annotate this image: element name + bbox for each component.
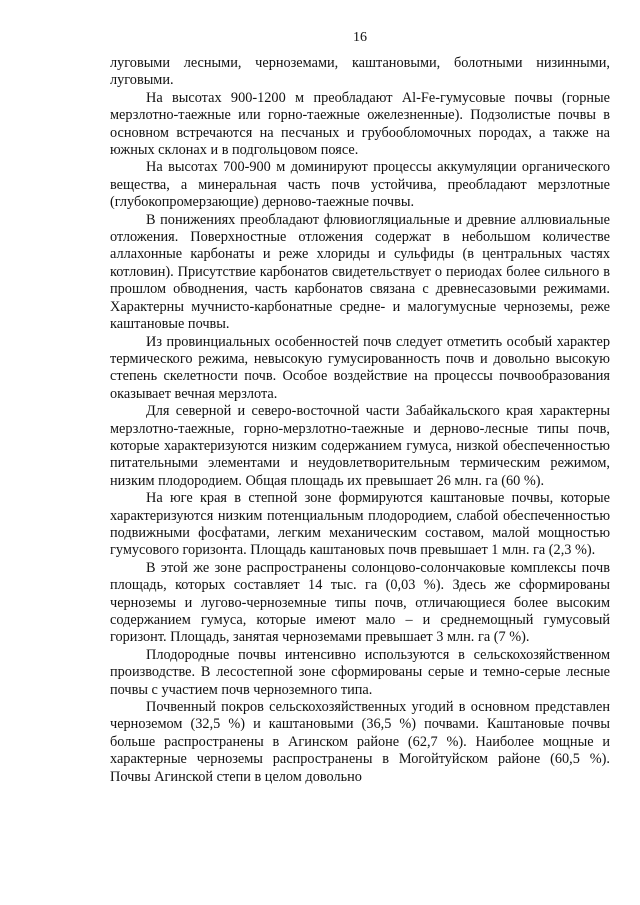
paragraph-continuation: луговыми лесными, черноземами, каштановыми, болотными низинными, луговыми.	[110, 55, 610, 89]
paragraph: На высотах 900-1200 м преобладают Al-Fe-гумусовые почвы (горные мерзлотно-таежные или горно-таежные ожелезненные). Подзолистые почвы в основном встречаются на песчаных и грубообломочных породах, а также на южных склонах и в подгольцовом поясе.	[110, 89, 610, 159]
paragraph: Почвенный покров сельскохозяйственных угодий в основном представлен черноземом (32,5 %) и каштановыми (36,5 %) почвами. Каштановые почвы больше распространены в Агинском районе (62,7 %). Наиболее мощные и характерные черноземы распространены в Могойтуйском районе (60,5 %). Почвы Агинской степи в целом довольно	[110, 699, 610, 785]
paragraph: Плодородные почвы интенсивно используются в сельскохозяйственном производстве. В лесостепной зоне сформированы серые и темно-серые лесные почвы с участием почв черноземного типа.	[110, 646, 610, 698]
page-number: 16	[353, 30, 367, 45]
paragraph: Из провинциальных особенностей почв следует отметить особый характер термического режима, невысокую гумусированность почв и довольно высокую степень скелетности почв. Особое воздействие на процессы почвообразования оказывает вечная мерзлота.	[110, 333, 610, 402]
paragraph: На юге края в степной зоне формируются каштановые почвы, которые характеризуются низким потенциальным плодородием, слабой обеспеченностью подвижными фосфатами, легким механическим составом, малой мощностью гумусового горизонта. Площадь каштановых почв превышает 1 млн. га (2,3 %).	[110, 490, 610, 559]
body-text	[110, 55, 610, 786]
paragraph: Для северной и северо-восточной части Забайкальского края характерны мерзлотно-таежные, горно-мерзлотно-таежные и дерново-лесные типы почв, которые характеризуются низким содержанием гумуса, низкой обеспеченностью питательными элементами и неудовлетворительным термическим режимом, низким плодородием. Общая площадь их превышает 26 млн. га (60 %).	[110, 403, 610, 489]
paragraph: В понижениях преобладают флювиогляциальные и древние аллювиальные отложения. Поверхностные отложения содержат в небольшом количестве аллахонные карбонаты и реже хлориды и сульфиды (в центральных частях котловин). Присутствие карбонатов свидетельствует о периодах более сильного в прошлом обводнения, часть карбонатов связана с древнесазовыми режимами. Характерны мучнисто-карбонатные средне- и малогумусные черноземы, реже каштановые почвы.	[110, 211, 610, 333]
paragraph: В этой же зоне распространены солонцово-солончаковые комплексы почв площадь, которых составляет 14 тыс. га (0,03 %). Здесь же сформированы черноземы и лугово-черноземные типы почв, отличающиеся более высоким содержанием гумуса, которые имеют мало – и среднемощный гумусовый горизонт. Площадь, занятая черноземами превышает 3 млн. га (7 %).	[110, 559, 610, 646]
paragraph: На высотах 700-900 м доминируют процессы аккумуляции органического вещества, а минеральная часть почв устойчива, преобладают мерзлотные (глубокопромерзающие) дерново-таежные почвы.	[110, 159, 610, 211]
